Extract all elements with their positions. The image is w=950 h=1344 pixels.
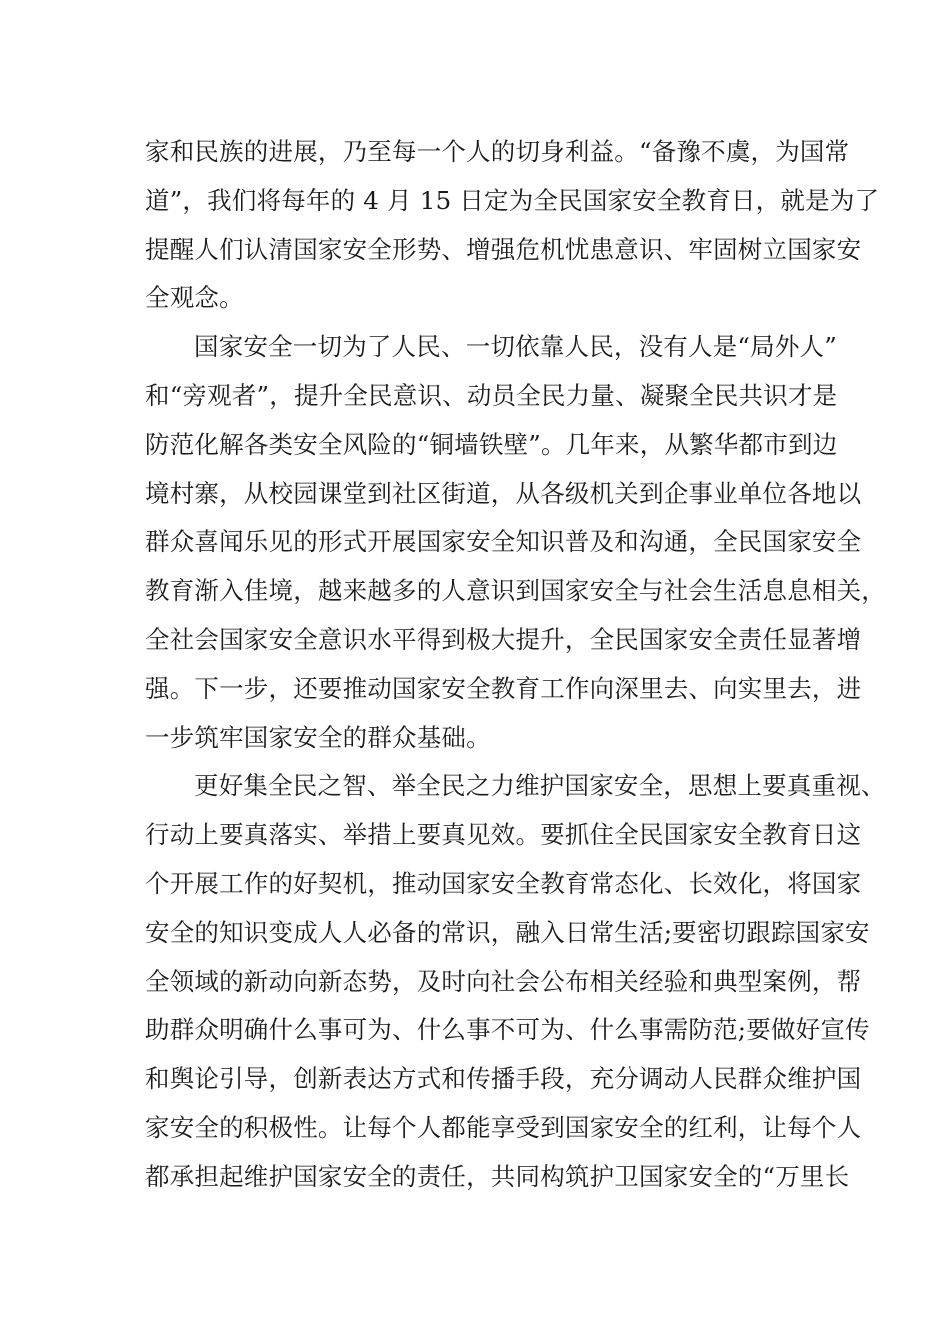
- paragraph-2: [145, 323, 886, 762]
- text-line: 助群众明确什么事可为、什么事不可为、什么事需防范;要做好宣传: [145, 1015, 870, 1045]
- text-line: 家和民族的进展，乃至每一个人的切身利益。“备豫不虞，为国常: [145, 137, 850, 166]
- text-line: 提醒人们认清国家安全形势、增强危机忧患意识、牢固树立国家安: [145, 234, 862, 264]
- text-line: 国家安全一切为了人民、一切依靠人民，没有人是“局外人”: [194, 332, 837, 362]
- text-line: 全观念。: [145, 283, 244, 313]
- paragraph-1: [145, 128, 880, 323]
- text-line: 行动上要真落实、举措上要真见效。要抓住全民国家安全教育日这: [145, 820, 862, 850]
- text-line: 和“旁观者”，提升全民意识、动员全民力量、凝聚全民共识才是: [145, 380, 838, 410]
- text-line: 教育渐入佳境，越来越多的人意识到国家安全与社会生活息息相关，: [145, 576, 886, 606]
- text-line: 更好集全民之智、举全民之力维护国家安全，思想上要真重视、: [194, 771, 886, 801]
- text-line: 个开展工作的好契机，推动国家安全教育常态化、长效化，将国家: [145, 868, 862, 898]
- text-line: 都承担起维护国家安全的责任，共同构筑护卫国家安全的“万里长: [145, 1161, 850, 1191]
- text-line: 全领域的新动向新态势，及时向社会公布相关经验和典型案例，帮: [145, 966, 862, 996]
- paragraph-3: [145, 762, 886, 1201]
- document-body: [145, 128, 886, 1202]
- text-line: 安全的知识变成人人必备的常识，融入日常生活;要密切跟踪国家安: [145, 917, 870, 947]
- text-line: 防范化解各类安全风险的“铜墙铁壁”。几年来，从繁华都市到边: [145, 429, 838, 459]
- text-line: 一步筑牢国家安全的群众基础。: [145, 722, 491, 752]
- text-line: 全社会国家安全意识水平得到极大提升，全民国家安全责任显著增: [145, 624, 862, 654]
- text-line: 和舆论引导，创新表达方式和传播手段，充分调动人民群众维护国: [145, 1064, 862, 1094]
- text-line: 境村寨，从校园课堂到社区街道，从各级机关到企事业单位各地以: [145, 478, 862, 508]
- text-line: 家安全的积极性。让每个人都能享受到国家安全的红利，让每个人: [145, 1112, 862, 1142]
- text-line: 道”，我们将每年的 4 月 15 日定为全民国家安全教育日，就是为了: [145, 185, 880, 215]
- text-line: 强。下一步，还要推动国家安全教育工作向深里去、向实里去，进: [145, 673, 862, 703]
- text-line: 群众喜闻乐见的形式开展国家安全知识普及和沟通，全民国家安全: [145, 527, 862, 557]
